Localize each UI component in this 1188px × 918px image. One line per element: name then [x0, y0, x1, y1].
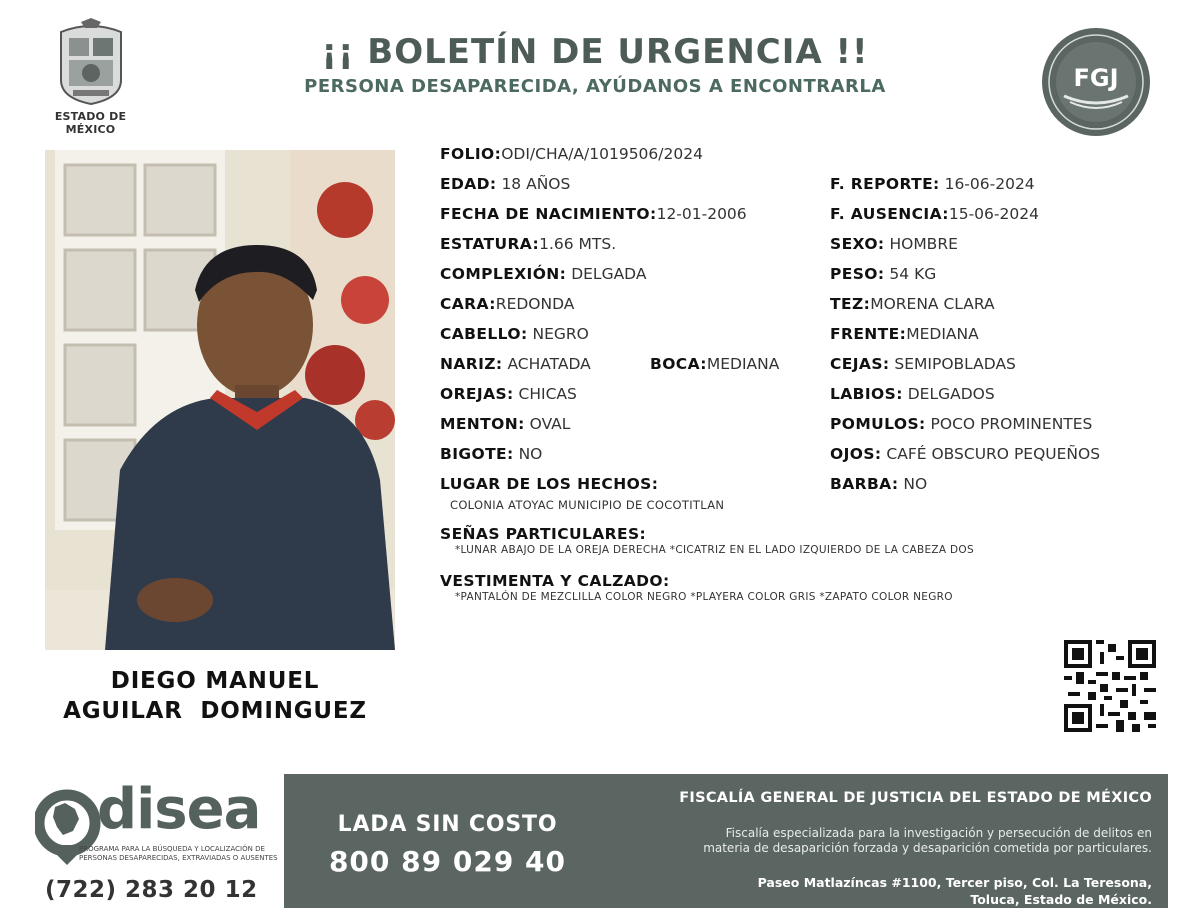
- toll-free-number[interactable]: 800 89 029 40: [328, 845, 567, 878]
- fgj-title: FISCALÍA GENERAL DE JUSTICIA DEL ESTADO DE MÉXICO: [679, 790, 1152, 806]
- label-lugar-hechos: LUGAR DE LOS HECHOS:: [440, 475, 659, 493]
- field-barba: [830, 475, 927, 493]
- field-vestimenta: [440, 572, 670, 590]
- field-labios: [830, 385, 995, 403]
- bulletin-subtitle: PERSONA DESAPARECIDA, AYÚDANOS A ENCONTRARLA: [304, 76, 886, 97]
- fgj-seal-icon: [1040, 26, 1152, 138]
- fgj-address-line1: Paseo Matlazíncas #1100, Tercer piso, Col. La Teresona,: [757, 875, 1152, 890]
- field-pomulos: [830, 415, 1092, 433]
- label-f-reporte: F. REPORTE:: [830, 175, 940, 193]
- odisea-description: PROGRAMA PARA LA BÚSQUEDA Y LOCALIZACIÓN DE PERSONAS DESAPARECIDAS, EXTRAVIADAS O AUSENTES: [79, 845, 278, 862]
- value-labios: DELGADOS: [902, 385, 995, 403]
- coat-of-arms-icon: [51, 18, 131, 106]
- qr-code-icon[interactable]: [1064, 640, 1156, 732]
- value-pomulos: POCO PROMINENTES: [925, 415, 1093, 433]
- value-cejas: SEMIPOBLADAS: [889, 355, 1016, 373]
- field-orejas: [440, 385, 577, 403]
- field-f-reporte: [830, 175, 1035, 193]
- fgj-description-line2: materia de desaparición forzada y desaparición cometida por particulares.: [703, 841, 1152, 855]
- value-barba: NO: [898, 475, 928, 493]
- field-peso: [830, 265, 936, 283]
- label-labios: LABIOS:: [830, 385, 903, 403]
- label-boca: BOCA:: [650, 355, 707, 373]
- state-caption: ESTADO DE MÉXICO: [54, 110, 127, 136]
- field-fecha-nacimiento: [440, 205, 747, 223]
- fgj-address: [600, 874, 1152, 908]
- label-bigote: BIGOTE:: [440, 445, 514, 463]
- label-orejas: OREJAS:: [440, 385, 514, 403]
- field-estatura: [440, 235, 616, 253]
- value-peso: 54 KG: [884, 265, 937, 283]
- label-barba: BARBA:: [830, 475, 899, 493]
- label-ojos: OJOS:: [830, 445, 882, 463]
- odisea-logo: [35, 777, 285, 910]
- label-edad: EDAD:: [440, 175, 497, 193]
- field-menton: [440, 415, 570, 433]
- field-senas: [440, 525, 646, 543]
- value-cara: REDONDA: [495, 295, 575, 313]
- value-nariz: ACHATADA: [502, 355, 591, 373]
- value-tez: MORENA CLARA: [870, 295, 995, 313]
- label-pomulos: POMULOS:: [830, 415, 926, 433]
- label-vestimenta: VESTIMENTA Y CALZADO:: [440, 572, 670, 590]
- label-fecha-nacimiento: FECHA DE NACIMIENTO:: [440, 205, 657, 223]
- label-frente: FRENTE:: [830, 325, 907, 343]
- value-senas: *LUNAR ABAJO DE LA OREJA DERECHA *CICATRIZ EN EL LADO IZQUIERDO DE LA CABEZA DOS: [455, 544, 974, 556]
- value-menton: OVAL: [524, 415, 571, 433]
- value-lugar-hechos: COLONIA ATOYAC MUNICIPIO DE COCOTITLAN: [450, 498, 725, 512]
- value-ojos: CAFÉ OBSCURO PEQUEÑOS: [881, 445, 1101, 463]
- value-frente: MEDIANA: [906, 325, 979, 343]
- field-edad: [440, 175, 570, 193]
- odisea-phone[interactable]: (722) 283 20 12: [45, 877, 258, 903]
- value-edad: 18 AÑOS: [496, 175, 571, 193]
- value-f-reporte: 16-06-2024: [939, 175, 1035, 193]
- field-complexion: [440, 265, 646, 283]
- field-tez: [830, 295, 995, 313]
- fgj-description-line1: Fiscalía especializada para la investigación y persecución de delitos en: [725, 826, 1152, 840]
- field-lugar-hechos: [440, 475, 658, 493]
- fgj-seal-text: FGJ: [1073, 64, 1119, 92]
- value-estatura: 1.66 MTS.: [539, 235, 617, 253]
- value-cabello: NEGRO: [527, 325, 589, 343]
- field-sexo: [830, 235, 958, 253]
- label-cara: CARA:: [440, 295, 496, 313]
- label-cejas: CEJAS:: [830, 355, 890, 373]
- person-name-line1: DIEGO MANUEL: [110, 668, 320, 694]
- label-menton: MENTON:: [440, 415, 525, 433]
- field-frente: [830, 325, 979, 343]
- bulletin-title: ¡¡ BOLETÍN DE URGENCIA !!: [321, 32, 869, 72]
- field-f-ausencia: [830, 205, 1039, 223]
- field-folio: [440, 145, 703, 163]
- label-nariz: NARIZ:: [440, 355, 503, 373]
- field-boca: [650, 355, 779, 373]
- value-sexo: HOMBRE: [884, 235, 958, 253]
- label-peso: PESO:: [830, 265, 885, 283]
- odisea-wordmark: disea: [97, 777, 261, 842]
- field-ojos: [830, 445, 1100, 463]
- estado-de-mexico-logo: [28, 18, 153, 136]
- label-complexion: COMPLEXIÓN:: [440, 265, 567, 283]
- label-f-ausencia: F. AUSENCIA:: [830, 205, 949, 223]
- value-bigote: NO: [513, 445, 543, 463]
- value-folio: ODI/CHA/A/1019506/2024: [501, 145, 703, 163]
- field-cabello: [440, 325, 589, 343]
- field-cara: [440, 295, 574, 313]
- label-estatura: ESTATURA:: [440, 235, 540, 253]
- value-fecha-nacimiento: 12-01-2006: [656, 205, 747, 223]
- fgj-description: [600, 826, 1152, 856]
- value-vestimenta: *PANTALÓN DE MEZCLILLA COLOR NEGRO *PLAYERA COLOR GRIS *ZAPATO COLOR NEGRO: [455, 591, 953, 603]
- field-nariz: [440, 355, 591, 373]
- value-f-ausencia: 15-06-2024: [948, 205, 1039, 223]
- fgj-address-line2: Toluca, Estado de México.: [970, 892, 1152, 907]
- value-complexion: DELGADA: [566, 265, 647, 283]
- label-cabello: CABELLO:: [440, 325, 528, 343]
- label-tez: TEZ:: [830, 295, 871, 313]
- label-senas: SEÑAS PARTICULARES:: [440, 525, 647, 543]
- value-boca: MEDIANA: [706, 355, 780, 373]
- field-cejas: [830, 355, 1016, 373]
- label-sexo: SEXO:: [830, 235, 885, 253]
- value-orejas: CHICAS: [513, 385, 577, 403]
- label-folio: FOLIO:: [440, 145, 502, 163]
- missing-person-photo: [45, 150, 395, 650]
- person-full-name: [45, 666, 385, 726]
- person-name-line2: AGUILAR DOMINGUEZ: [63, 698, 367, 724]
- toll-free-label: LADA SIN COSTO: [337, 812, 558, 837]
- field-bigote: [440, 445, 542, 463]
